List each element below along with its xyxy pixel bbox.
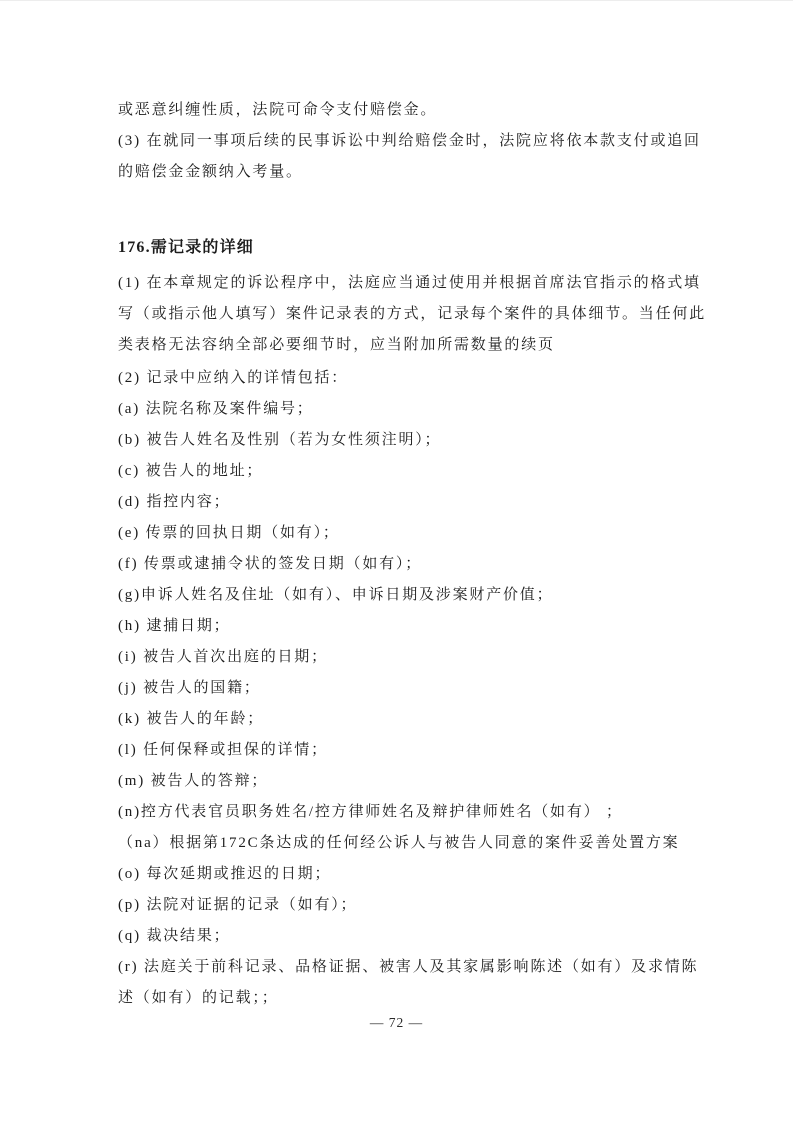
list-item-p: (p) 法院对证据的记录（如有）； [118, 897, 358, 913]
list-item-m: (m) 被告人的答辩； [118, 773, 269, 789]
list-item-d: (d) 指控内容； [118, 494, 231, 510]
section-heading: 176.需记录的详细 [118, 239, 255, 256]
body-text-line: 类表格无法容纳全部必要细节时，应当附加所需数量的续页 [118, 337, 555, 353]
list-item-c: (c) 被告人的地址； [118, 463, 264, 479]
list-item-r: (r) 法庭关于前科记录、品格证据、被害人及其家属影响陈述（如有）及求情陈 [118, 959, 699, 975]
body-text-line: (3) 在就同一事项后续的民事诉讼中判给赔偿金时，法院应将依本款支付或追回 [118, 133, 701, 149]
list-item-n: (n)控方代表官员职务姓名/控方律师姓名及辩护律师姓名（如有） ； [118, 804, 623, 820]
list-item-o: (o) 每次延期或推迟的日期； [118, 866, 332, 882]
body-text-line: 的赔偿金金额纳入考量。 [118, 164, 303, 180]
list-item-b: (b) 被告人姓名及性别（若为女性须注明）； [118, 432, 442, 448]
paragraph-2-list [118, 363, 699, 1014]
list-item-r-continuation: 述（如有）的记载；； [118, 990, 279, 1006]
list-item-na: （na）根据第172C条达成的任何经公诉人与被告人同意的案件妥善处置方案 [118, 835, 680, 851]
body-text-line: 或恶意纠缠性质，法院可命令支付赔偿金。 [118, 102, 438, 118]
list-item-i: (i) 被告人首次出庭的日期； [118, 649, 328, 665]
list-item-h: (h) 逮捕日期； [118, 618, 231, 634]
list-item-q: (q) 裁决结果； [118, 928, 231, 944]
list-item-k: (k) 被告人的年龄； [118, 711, 265, 727]
list-item-a: (a) 法院名称及案件编号； [118, 401, 314, 417]
page-body [118, 95, 707, 1014]
list-item-g: (g)申诉人姓名及住址（如有）、申诉日期及涉案财产价值； [118, 587, 554, 603]
list-item-f: (f) 传票或逮捕令状的签发日期（如有）； [118, 556, 423, 572]
list-item-l: (l) 任何保释或担保的详情； [118, 742, 328, 758]
list-item-e: (e) 传票的回执日期（如有）； [118, 525, 340, 541]
list-intro-line: (2) 记录中应纳入的详情包括： [118, 370, 349, 386]
body-text-line: 写（或指示他人填写）案件记录表的方式，记录每个案件的具体细节。当任何此 [118, 306, 707, 322]
page-number: — 72 — [369, 1015, 424, 1030]
list-item-j: (j) 被告人的国籍； [118, 680, 261, 696]
paragraph-1 [118, 268, 707, 361]
body-text-line: (1) 在本章规定的诉讼程序中，法庭应当通过使用并根据首席法官指示的格式填 [118, 275, 701, 291]
paragraph-continuation [118, 95, 701, 188]
